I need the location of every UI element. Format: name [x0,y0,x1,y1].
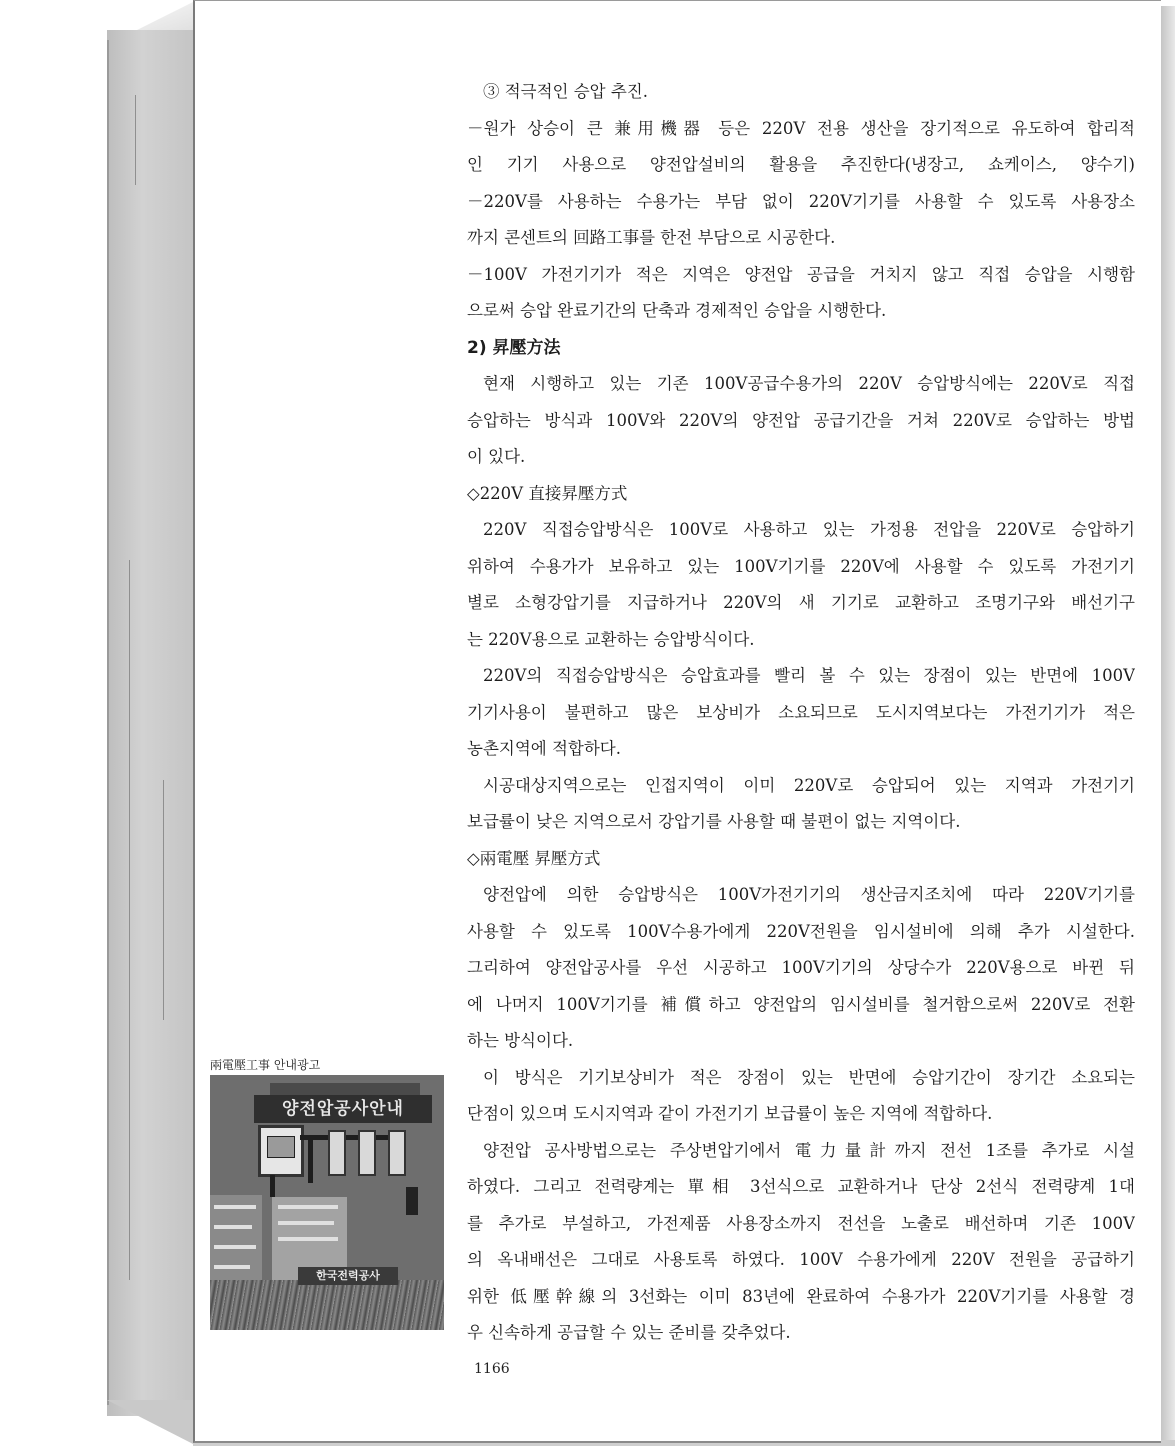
text-line: 사용할 수 있도록 100V수용가에게 220V전원을 임시설비에 의해 추가 시설한다. [467,921,1135,941]
text-line: 위한 低壓幹線의 3선화는 이미 83년에 완료하여 수용가가 220V기기를 사용할 경 [467,1286,1135,1306]
text-line: 이 있다. [467,447,526,466]
text-line: －원가 상승이 큰 兼用機器 등은 220V 전용 생산을 장기적으로 유도하여 합리적 [467,118,1135,138]
meter-face [267,1136,295,1158]
page-number: 1166 [474,1361,510,1377]
text-line: 까지 콘센트의 回路工事를 한전 부담으로 시공한다. [467,228,836,247]
side-object [406,1187,418,1215]
book-spine [107,30,195,1416]
text-line: 시공대상지역으로는 인접지역이 이미 220V로 승압되어 있는 지역과 가전기기 [483,775,1135,795]
text-line: 에 나머지 100V기기를 補償하고 양전압의 임시설비를 철거함으로써 220V로 전환 [467,994,1135,1014]
text-line: 별로 소형강압기를 지급하거나 220V의 새 기기로 교환하고 조명기구와 배선기구 [467,593,1135,612]
breaker-icon [388,1130,406,1176]
breaker-icon [358,1130,376,1176]
text-line: 기기사용이 불편하고 많은 보상비가 소요되므로 도시지역보다는 가전기기가 적은 [467,702,1135,722]
subsection-heading: ◇220V 直接昇壓方式 [467,483,628,503]
spine-mark [163,780,164,1020]
text-line: 인 기기 사용으로 양전압설비의 활용을 추진한다(냉장고, 쇼케이스, 양수기) [467,155,1135,174]
power-meter-icon [258,1125,304,1177]
text-line: －100V 가전기기가 적은 지역은 양전압 공급을 거치지 않고 직접 승압을 시행함 [467,264,1135,284]
text-line: ③ 적극적인 승압 추진. [483,82,648,101]
text-line: 는 220V용으로 교환하는 승압방식이다. [467,629,755,649]
text-line: 를 추가로 부설하고, 가전제품 사용장소까지 전선을 노출로 배선하며 기존 100V [467,1213,1135,1233]
info-panel-left [210,1195,262,1285]
brochure-stack [210,1280,444,1330]
text-line: 의 옥내배선은 그대로 사용토록 하였다. 100V 수용가에게 220V 전원을 공급하기 [467,1250,1135,1269]
section-heading: 2) 昇壓方法 [467,337,561,358]
photo-banner-top [270,1083,420,1095]
text-line: －220V를 사용하는 수용가는 부담 없이 220V기기를 사용할 수 있도록 사용장소 [467,191,1135,211]
spine-mark [135,95,136,185]
body-text [467,74,1135,1352]
text-line: 우 신속하게 공급할 수 있는 준비를 갖추었다. [467,1323,791,1342]
spine-edge [107,40,109,1405]
text-line: 보급률이 낮은 지역으로서 강압기를 사용할 때 불편이 없는 지역이다. [467,812,961,831]
text-line: 승압하는 방식과 100V와 220V의 양전압 공급기간을 거쳐 220V로 승압하는 방법 [467,410,1135,430]
kepco-logo: 한국전력공사 [298,1267,398,1285]
text-line: 이 방식은 기기보상비가 적은 장점이 있는 반면에 승압기간이 장기간 소요되는 [483,1067,1135,1087]
text-line: 하는 방식이다. [467,1031,574,1050]
advertisement-photo [210,1075,444,1330]
wire [308,1135,313,1183]
photo-title: 양전압공사안내 [254,1095,432,1123]
spine-mark [129,560,130,1280]
text-line: 위하여 수용가가 보유하고 있는 100V기기를 220V에 사용할 수 있도록 가전기기 [467,556,1135,576]
wire [270,1175,275,1197]
text-line: 현재 시행하고 있는 기존 100V공급수용가의 220V 승압방식에는 220V로 직접 [483,374,1135,393]
breaker-icon [328,1130,346,1176]
text-line: 하였다. 그리고 전력량계는 單相 3선식으로 교환하거나 단상 2선식 전력량계 1대 [467,1177,1135,1196]
text-line: 양전압에 의한 승압방식은 100V가전기기의 생산금지조치에 따라 220V기기를 [483,885,1135,904]
text-line: 단점이 있으며 도시지역과 같이 가전기기 보급률이 높은 지역에 적합하다. [467,1104,993,1123]
text-line: 220V 직접승압방식은 100V로 사용하고 있는 가정용 전압을 220V로 승압하기 [483,520,1135,539]
text-line: 220V의 직접승압방식은 승압효과를 빨리 볼 수 있는 장점이 있는 반면에 100V [483,666,1135,685]
subsection-heading: ◇兩電壓 昇壓方式 [467,848,601,868]
text-line: 농촌지역에 적합하다. [467,739,621,758]
text-line: 양전압 공사방법으로는 주상변압기에서 電力量計까지 전선 1조를 추가로 시설 [483,1140,1135,1160]
photo-caption: 兩電壓工事 안내광고 [210,1058,321,1072]
text-line: 으로써 승압 완료기간의 단축과 경제적인 승압을 시행한다. [467,301,887,320]
text-line: 그리하여 양전압공사를 우선 시공하고 100V기기의 상당수가 220V용으로 바뀐 뒤 [467,958,1135,977]
